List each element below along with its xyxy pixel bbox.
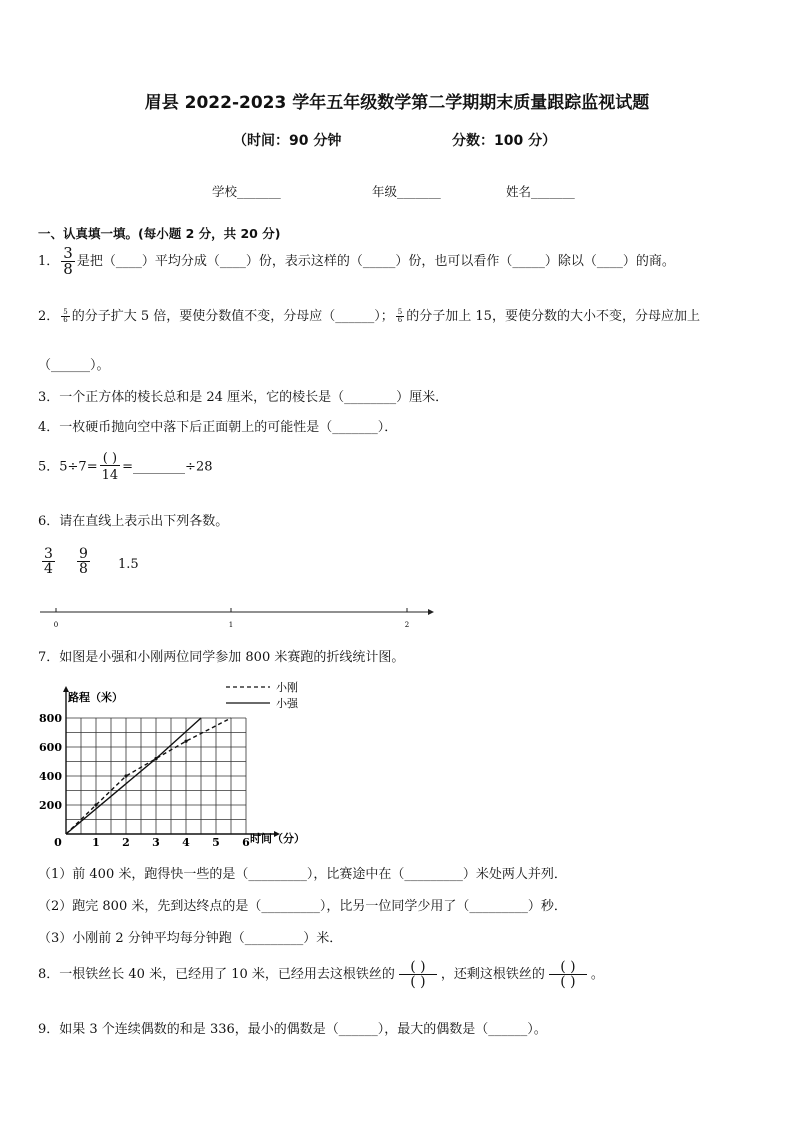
x-tick-label: 2 [122, 836, 130, 849]
data-point [154, 757, 157, 760]
fraction-denominator: 4 [44, 561, 53, 577]
x-tick-label: 0 [54, 836, 62, 849]
answer-fraction-used[interactable] [399, 960, 437, 989]
arrow-icon [428, 609, 434, 615]
question-prefix: 5．5÷7= [38, 459, 98, 475]
question-8 [38, 960, 604, 989]
y-axis-label: 路程（米） [68, 691, 123, 704]
fraction-denominator: 8 [79, 561, 88, 577]
data-point [124, 774, 127, 777]
question-7-1: （1）前 400 米，跑得快一些的是（_________），比赛途中在（_________）米处两人并列． [38, 867, 567, 882]
legend-label: 小强 [276, 697, 298, 710]
y-tick-label: 200 [39, 799, 62, 812]
x-tick-label: 1 [92, 836, 100, 849]
fraction-denominator: 8 [63, 260, 73, 278]
fraction-numerator: 3 [63, 244, 73, 262]
question-text: 8．一根铁丝长 40 米，已经用了 10 米，已经用去这根铁丝的 [38, 967, 395, 982]
fraction-numerator: 9 [79, 546, 88, 562]
exam-score: 分数：100 分） [452, 133, 557, 149]
fraction-numerator-blank[interactable]: ( ) [549, 960, 587, 975]
question-9: 9．如果 3 个连续偶数的和是 336，最小的偶数是（______），最大的偶数是（______）。 [38, 1022, 547, 1037]
question-2 [38, 305, 700, 324]
x-tick-label: 6 [242, 836, 250, 849]
question-text-middle: ，还剩这根铁丝的 [440, 967, 545, 982]
question-2-answer-line[interactable]: （______）。 [38, 358, 110, 373]
fraction-numerator: 5 [63, 308, 68, 316]
section-heading: 一、认真填一填。(每小题 2 分，共 20 分) [38, 226, 281, 241]
y-tick-label: 400 [39, 770, 62, 783]
x-axis-label: 时间（分） [250, 832, 305, 845]
question-text: 的分子扩大 5 倍，要使分数值不变，分母应（______）； [71, 309, 394, 324]
question-3: 3．一个正方体的棱长总和是 24 厘米，它的棱长是（________）厘米． [38, 390, 449, 405]
fraction-denominator-blank[interactable]: ( ) [560, 974, 576, 990]
exam-time: （时间：90 分钟 [233, 133, 342, 149]
fraction-numerator-blank[interactable]: ( ) [100, 452, 121, 466]
school-field[interactable]: 学校_______ [212, 184, 281, 199]
name-field[interactable]: 姓名_______ [506, 184, 575, 199]
x-tick-label: 5 [212, 836, 220, 849]
fraction-denominator-blank[interactable]: ( ) [410, 974, 426, 990]
data-point [94, 803, 97, 806]
number-3-4 [40, 547, 57, 576]
page-title: 眉县 2022-2023 学年五年级数学第二学期期末质量跟踪监视试题 [144, 93, 650, 113]
chart-grid [66, 718, 246, 834]
number-1-5: 1.5 [118, 557, 139, 572]
answer-fraction-remaining[interactable] [549, 960, 587, 989]
tick-label-2: 2 [404, 621, 410, 629]
y-tick-label: 600 [39, 741, 62, 754]
chart-legend [226, 680, 299, 710]
y-tick-label: 800 [39, 712, 62, 725]
tick-label-1: 1 [228, 621, 234, 629]
x-tick-label: 3 [152, 836, 160, 849]
fraction-numerator-blank[interactable]: ( ) [399, 960, 437, 975]
question-5 [38, 452, 212, 482]
question-text: 的分子加上 15，要使分数的大小不变，分母应加上 [406, 309, 700, 324]
question-4: 4．一枚硬币抛向空中落下后正面朝上的可能性是（_______）． [38, 420, 398, 435]
number-9-8 [75, 547, 92, 576]
tick-label-0: 0 [53, 621, 59, 629]
fraction-numerator: 5 [397, 308, 403, 316]
fraction-denominator: 14 [101, 468, 119, 483]
line-chart [30, 676, 330, 854]
legend-label: 小刚 [276, 681, 298, 694]
x-tick-label: 4 [182, 836, 190, 849]
fraction-numerator: 3 [44, 546, 53, 562]
question-number: 2． [38, 309, 60, 324]
question-7: 7．如图是小强和小刚两位同学参加 800 米赛跑的折线统计图。 [38, 650, 405, 665]
question-number: 1． [38, 254, 60, 269]
grade-field[interactable]: 年级_______ [372, 184, 441, 199]
question-suffix: =________÷28 [122, 459, 213, 475]
fraction-denominator: 6 [63, 316, 68, 324]
question-6: 6．请在直线上表示出下列各数。 [38, 514, 229, 529]
question-7-2: （2）跑完 800 米，先到达终点的是（_________），比另一位同学少用了（_________）秒． [38, 899, 567, 914]
number-line[interactable] [36, 600, 436, 630]
question-text: 是把（____）平均分成（____）份，表示这样的（_____）份，也可以看作（_____）除以（____）的商。 [76, 254, 675, 269]
question-1 [38, 246, 675, 277]
data-point [184, 740, 187, 743]
question-end: 。 [590, 967, 604, 982]
fraction-denominator: 6 [397, 316, 403, 324]
chart-axes [39, 686, 305, 849]
question-7-3: （3）小刚前 2 分钟平均每分钟跑（_________）米． [38, 931, 343, 946]
